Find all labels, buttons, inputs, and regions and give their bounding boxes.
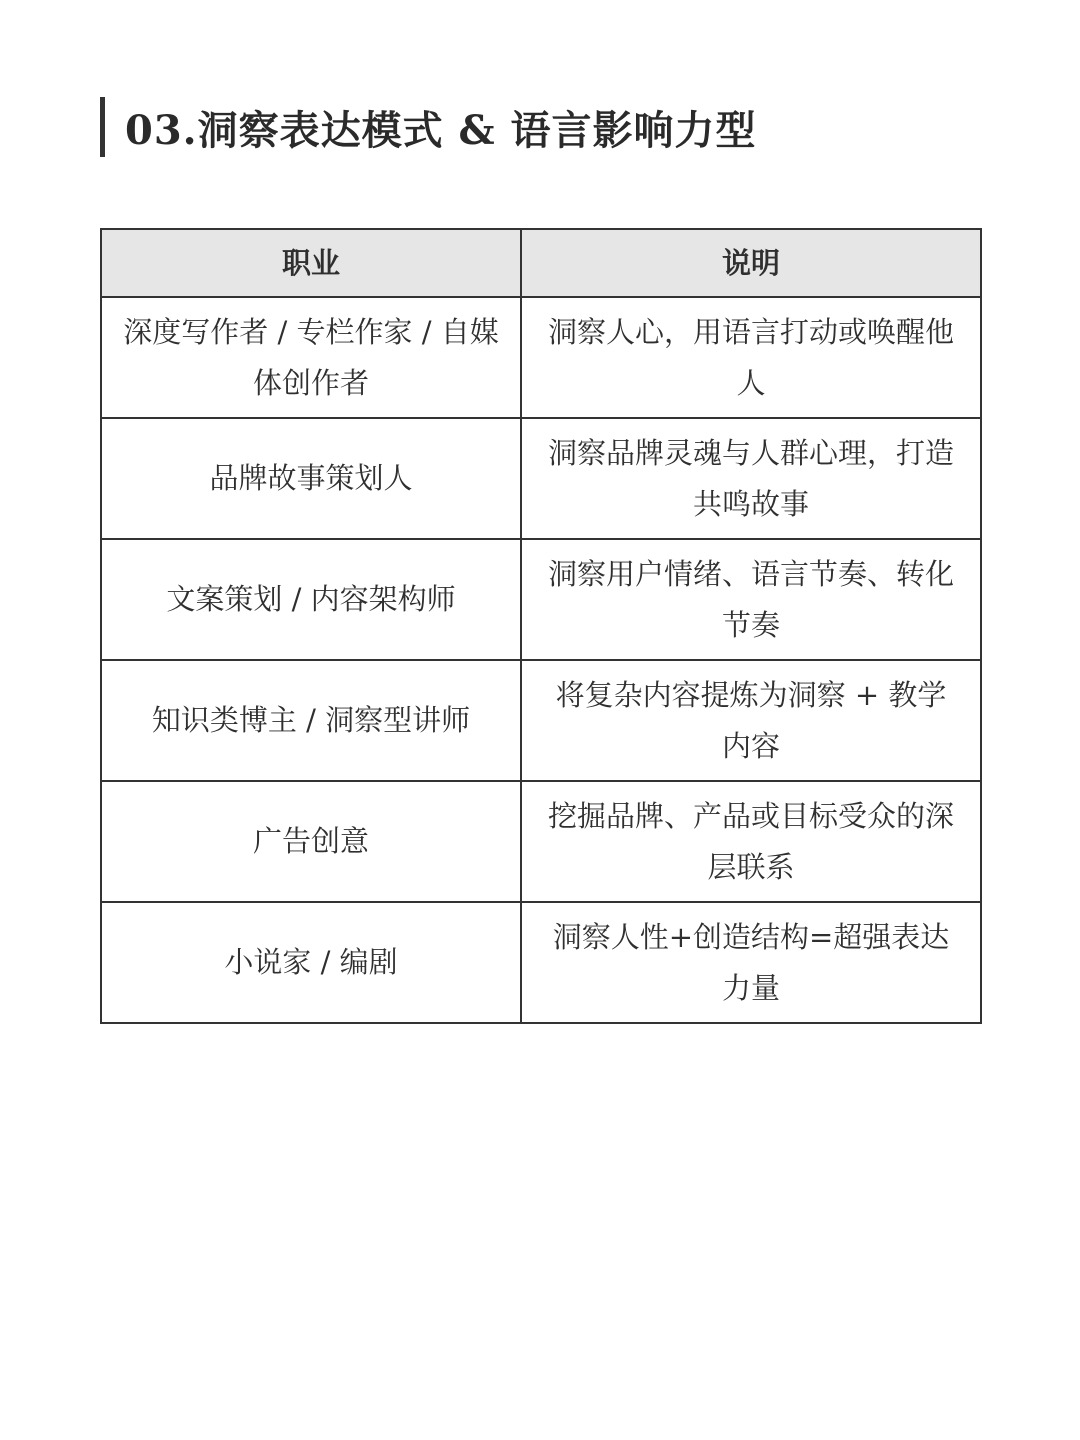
table-row — [101, 781, 981, 902]
description-cell: 洞察用户情绪、语言节奏、转化节奏 — [521, 539, 981, 660]
career-cell: 品牌故事策划人 — [101, 418, 521, 539]
description-cell: 洞察品牌灵魂与人群心理，打造共鸣故事 — [521, 418, 981, 539]
career-cell: 文案策划 / 内容架构师 — [101, 539, 521, 660]
career-cell: 知识类博主 / 洞察型讲师 — [101, 660, 521, 781]
page-title: 03.洞察表达模式 & 语言影响力型 — [125, 106, 757, 154]
table-row — [101, 539, 981, 660]
description-cell: 洞察人性+创造结构=超强表达力量 — [521, 902, 981, 1023]
description-cell: 挖掘品牌、产品或目标受众的深层联系 — [521, 781, 981, 902]
table-row — [101, 660, 981, 781]
career-cell: 广告创意 — [101, 781, 521, 902]
table-row — [101, 418, 981, 539]
table-header-row — [101, 229, 981, 297]
section-title — [100, 96, 757, 158]
header-cell-description: 说明 — [521, 229, 981, 297]
career-cell: 深度写作者 / 专栏作家 / 自媒体创作者 — [101, 297, 521, 418]
table-row — [101, 902, 981, 1023]
description-cell: 洞察人心，用语言打动或唤醒他人 — [521, 297, 981, 418]
header-cell-career: 职业 — [101, 229, 521, 297]
table-row — [101, 297, 981, 418]
career-cell: 小说家 / 编剧 — [101, 902, 521, 1023]
description-cell: 将复杂内容提炼为洞察 + 教学内容 — [521, 660, 981, 781]
title-accent-bar — [100, 97, 105, 157]
career-table — [100, 228, 982, 1024]
